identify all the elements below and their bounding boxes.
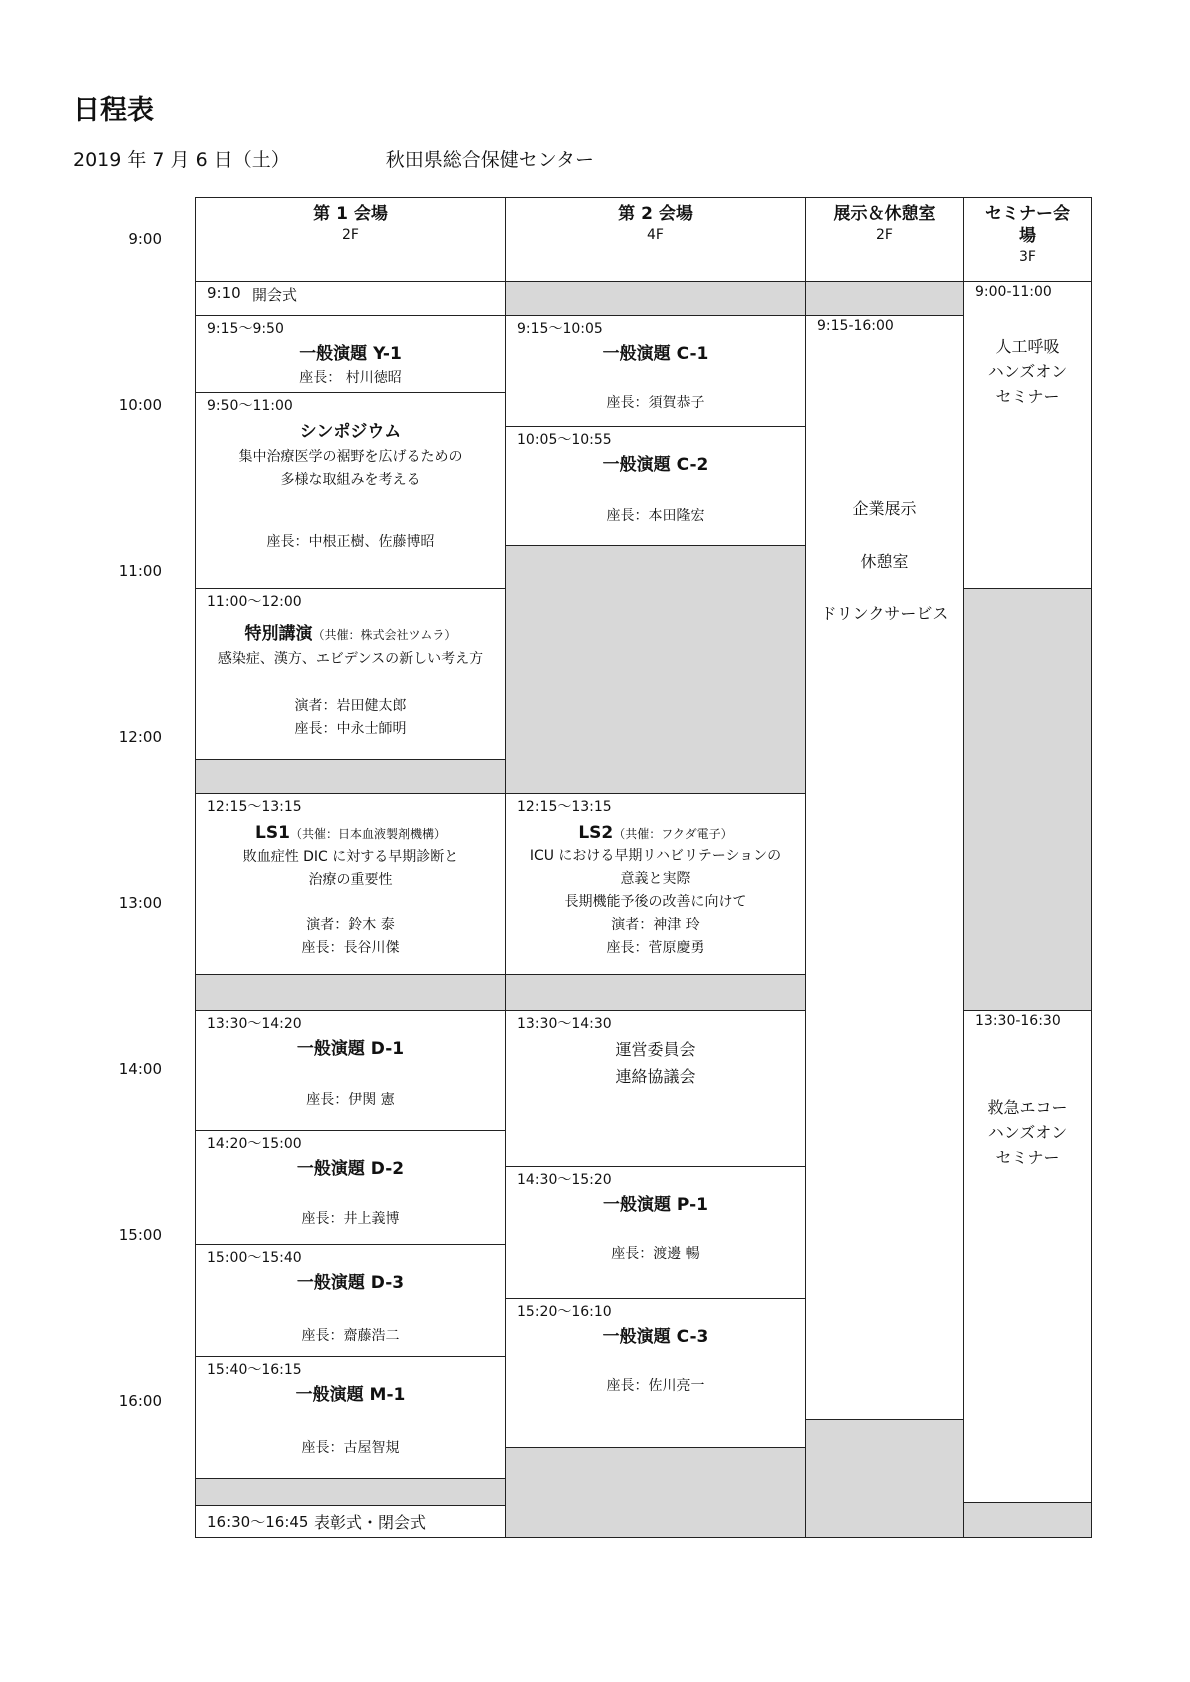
session-committee xyxy=(505,1010,806,1167)
session-chair: 座長：長谷川傑 xyxy=(301,940,400,956)
session-time: 13:30～14:30 xyxy=(517,1016,612,1032)
session-chair: 座長：菅原慶勇 xyxy=(606,940,705,956)
session-chair: 座長：伊関 憲 xyxy=(306,1092,395,1108)
session-time: 16:30～16:45 xyxy=(207,1513,309,1531)
session-time: 9:15-16:00 xyxy=(817,318,894,334)
room-name: 第 2 会場 xyxy=(618,204,693,224)
session-title: 一般演題 C-1 xyxy=(602,344,709,364)
session-chair: 座長：井上義博 xyxy=(301,1211,400,1227)
session-time: 14:20～15:00 xyxy=(207,1136,302,1152)
session-title: 一般演題 P-1 xyxy=(603,1195,708,1215)
session-time: 15:40～16:15 xyxy=(207,1362,302,1378)
seminar-line: セミナー xyxy=(995,1148,1060,1167)
room3-header xyxy=(805,197,964,282)
session-d2 xyxy=(195,1130,506,1245)
time-label: 15:00 xyxy=(118,1226,162,1244)
seminar-line: 人工呼吸 xyxy=(995,337,1060,356)
session-time: 10:05～10:55 xyxy=(517,432,612,448)
break-block xyxy=(805,1419,964,1538)
session-chair: 座長：古屋智規 xyxy=(301,1440,400,1456)
session-m1 xyxy=(195,1356,506,1479)
session-time: 15:00～15:40 xyxy=(207,1250,302,1266)
room-name: 第 1 会場 xyxy=(313,204,388,224)
session-sponsor: （共催：株式会社ツムラ） xyxy=(312,628,457,642)
session-chair: 座長：中根正樹、佐藤博昭 xyxy=(266,534,435,550)
session-time: 13:30～14:20 xyxy=(207,1016,302,1032)
session-time: 11:00～12:00 xyxy=(207,594,302,610)
session-title: 一般演題 D-3 xyxy=(296,1273,405,1293)
session-time: 12:15～13:15 xyxy=(207,799,302,815)
room-name: セミナー会場 xyxy=(985,204,1070,246)
schedule-subtitle xyxy=(73,145,594,172)
session-ls1 xyxy=(195,793,506,975)
session-speaker: 演者：岩田健太郎 xyxy=(294,698,407,714)
session-title: LS2 xyxy=(578,823,614,843)
room-name: 展示＆休憩室 xyxy=(833,204,936,224)
session-time: 9:15～10:05 xyxy=(517,321,603,337)
break-block xyxy=(963,1502,1092,1538)
session-desc-line: 集中治療医学の裾野を広げるための xyxy=(238,449,463,465)
session-p1 xyxy=(505,1166,806,1299)
session-title: シンポジウム xyxy=(299,422,402,442)
session-title: 一般演題 D-2 xyxy=(296,1159,405,1179)
seminar-line: ハンズオン xyxy=(987,1123,1068,1142)
session-desc-line: ICU における早期リハビリテーションの xyxy=(529,848,782,864)
session-title: 一般演題 Y-1 xyxy=(299,344,402,364)
room-floor: 3F xyxy=(1019,249,1036,265)
session-title: 表彰式・閉会式 xyxy=(314,1513,427,1532)
session-time: 13:30-16:30 xyxy=(975,1013,1061,1029)
session-desc-line: 運営委員会 xyxy=(615,1040,696,1059)
session-time: 9:00-11:00 xyxy=(975,284,1052,300)
session-desc-line: 多様な取組みを考える xyxy=(280,472,421,488)
time-label: 10:00 xyxy=(118,396,162,414)
exhibit-line: ドリンクサービス xyxy=(820,604,949,623)
session-c1 xyxy=(505,315,806,427)
exhibit-line: 企業展示 xyxy=(852,499,917,518)
room-floor: 2F xyxy=(342,227,359,243)
seminar-ventilation xyxy=(963,281,1092,589)
room-floor: 2F xyxy=(876,227,893,243)
room4-header xyxy=(963,197,1092,282)
time-label: 11:00 xyxy=(118,562,162,580)
break-block xyxy=(505,545,806,794)
session-speaker: 演者：神津 玲 xyxy=(611,917,700,933)
exhibit-block xyxy=(805,315,964,1420)
room2-header xyxy=(505,197,806,282)
session-c2 xyxy=(505,426,806,546)
session-sponsor: （共催：フクダ電子） xyxy=(613,827,733,841)
time-label: 9:00 xyxy=(128,230,162,248)
break-block xyxy=(195,759,506,794)
break-block xyxy=(505,1447,806,1538)
session-speaker: 演者：鈴木 泰 xyxy=(306,917,395,933)
session-symposium xyxy=(195,392,506,589)
break-block xyxy=(505,974,806,1011)
break-block xyxy=(963,588,1092,1011)
session-desc-line: 敗血症性 DIC に対する早期診断と xyxy=(242,849,459,865)
time-label: 12:00 xyxy=(118,728,162,746)
session-time: 14:30～15:20 xyxy=(517,1172,612,1188)
break-block xyxy=(805,281,964,316)
session-d1 xyxy=(195,1010,506,1131)
session-title: 一般演題 M-1 xyxy=(295,1385,406,1405)
time-label: 14:00 xyxy=(118,1060,162,1078)
opening-ceremony xyxy=(195,281,506,316)
session-chair: 座長：佐川亮一 xyxy=(606,1378,705,1394)
event-date: 2019 年 7 月 6 日（土） xyxy=(73,149,290,171)
exhibit-line: 休憩室 xyxy=(860,552,909,571)
seminar-line: セミナー xyxy=(995,387,1060,406)
session-chair: 座長：中永士師明 xyxy=(294,721,407,737)
break-block xyxy=(505,281,806,316)
break-block xyxy=(195,974,506,1011)
seminar-line: 救急エコー xyxy=(987,1098,1068,1117)
session-time: 12:15～13:15 xyxy=(517,799,612,815)
session-ls2 xyxy=(505,793,806,975)
session-desc-line: 感染症、漢方、エビデンスの新しい考え方 xyxy=(217,651,484,667)
session-chair: 座長：須賀恭子 xyxy=(606,395,705,411)
session-desc-line: 治療の重要性 xyxy=(308,872,393,888)
session-chair: 座長：渡邊 暢 xyxy=(611,1246,700,1262)
session-time: 9:10 xyxy=(207,284,241,302)
session-title: 一般演題 C-3 xyxy=(602,1327,709,1347)
session-title: 一般演題 C-2 xyxy=(602,455,709,475)
session-special-lecture xyxy=(195,588,506,760)
seminar-echo xyxy=(963,1010,1092,1503)
session-title: 開会式 xyxy=(252,286,298,304)
break-block xyxy=(195,1478,506,1506)
time-label: 13:00 xyxy=(118,894,162,912)
session-title: 特別講演 xyxy=(244,624,313,644)
session-sponsor: （共催：日本血液製剤機構） xyxy=(289,827,446,841)
session-time: 15:20～16:10 xyxy=(517,1304,612,1320)
session-chair: 座長： 村川徳昭 xyxy=(299,370,402,386)
session-y1 xyxy=(195,315,506,393)
session-time: 9:50～11:00 xyxy=(207,398,293,414)
session-chair: 座長：齋藤浩二 xyxy=(301,1328,400,1344)
session-desc-line: 連絡協議会 xyxy=(615,1067,696,1086)
session-title: LS1 xyxy=(255,823,290,843)
session-chair: 座長：本田隆宏 xyxy=(606,508,705,524)
session-desc-line: 意義と実際 xyxy=(620,871,691,887)
session-d3 xyxy=(195,1244,506,1357)
seminar-line: ハンズオン xyxy=(987,362,1068,381)
session-c3 xyxy=(505,1298,806,1448)
closing-ceremony xyxy=(195,1505,506,1538)
time-label: 16:00 xyxy=(118,1392,162,1410)
session-time: 9:15～9:50 xyxy=(207,321,284,337)
page-title: 日程表 xyxy=(73,95,154,126)
room1-header xyxy=(195,197,506,282)
session-title: 一般演題 D-1 xyxy=(296,1039,405,1059)
session-desc-line: 長期機能予後の改善に向けて xyxy=(564,894,747,910)
event-venue: 秋田県総合保健センター xyxy=(385,149,594,171)
room-floor: 4F xyxy=(647,227,664,243)
